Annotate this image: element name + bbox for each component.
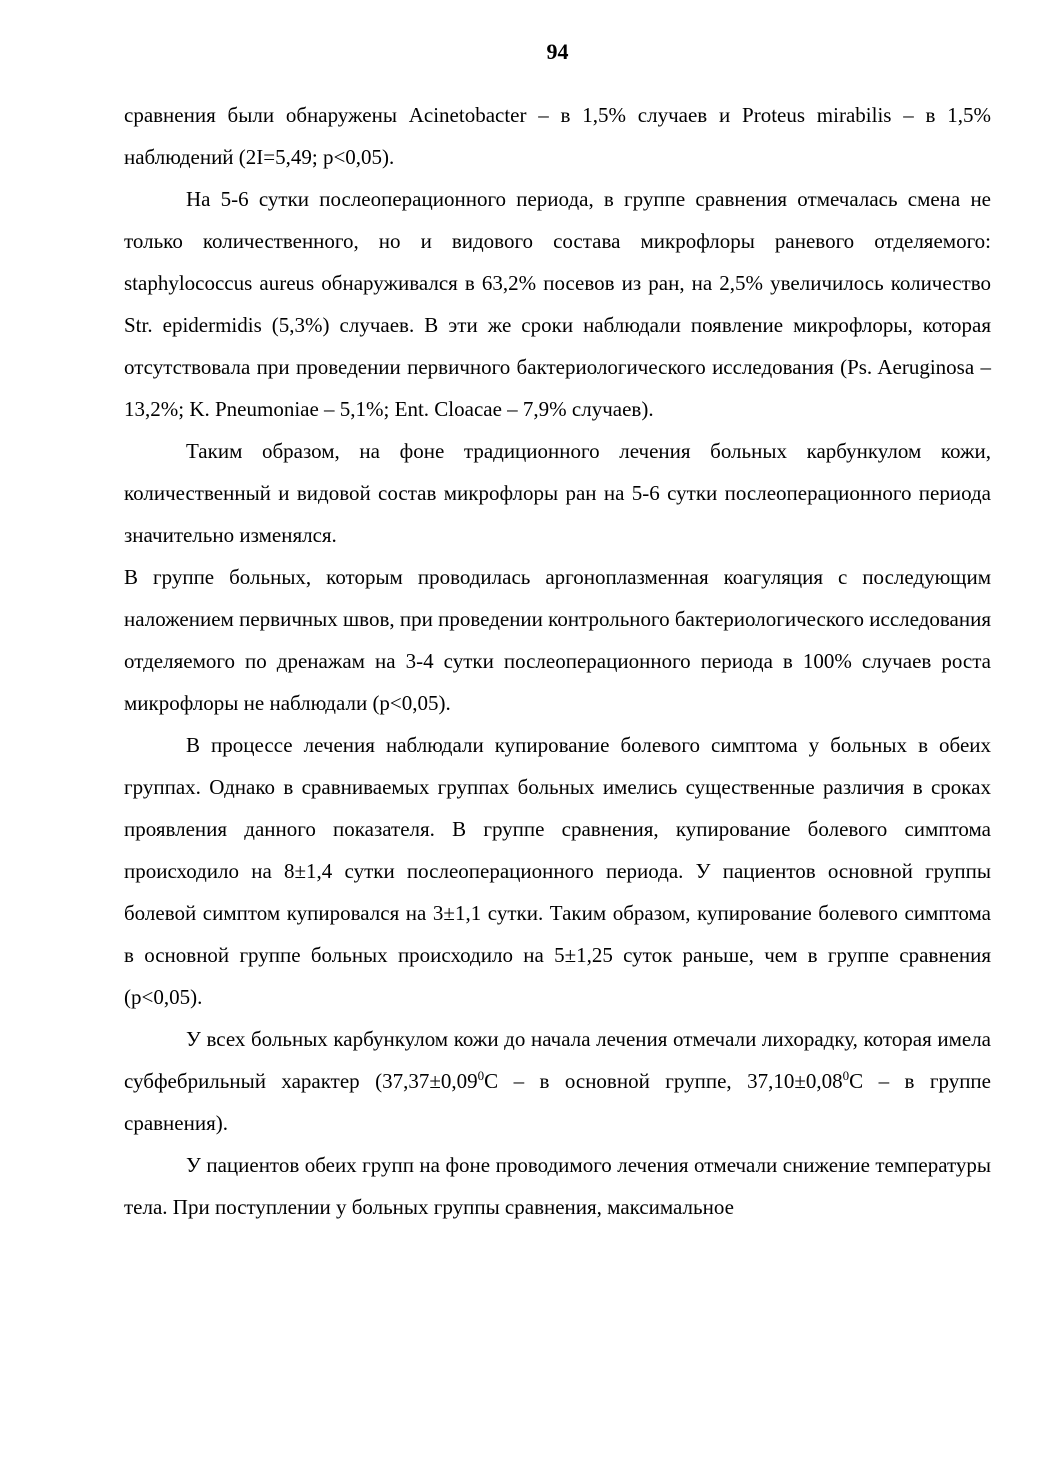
paragraph-4: В группе больных, которым проводилась аргоноплазменная коагуляция с последующим наложением первичных швов, при проведении контрольного бактериологического исследования отделяемого по дренажам на 3-4 сутки послеоперационного периода в 100% случаев роста микрофлоры не наблюдали (p<0,05). <box>124 565 991 715</box>
paragraph-6-text-1: У всех больных карбункулом кожи до начала лечения отмечали лихорадку, которая имела субфебрильный характер (37,37±0,09 <box>124 1027 991 1093</box>
paragraph-1: сравнения были обнаружены Acinetobacter – в 1,5% случаев и Proteus mirabilis – в 1,5% наблюдений (2I=5,49; p<0,05). <box>124 103 991 169</box>
body-text <box>124 94 991 1228</box>
degree-superscript-2: 0 <box>842 1068 850 1083</box>
paragraph-7: У пациентов обеих групп на фоне проводимого лечения отмечали снижение температуры тела. При поступлении у больных группы сравнения, максимальное <box>124 1153 991 1219</box>
paragraph-2: На 5-6 сутки послеоперационного периода, в группе сравнения отмечалась смена не только количественного, но и видового состава микрофлоры раневого отделяемого: staphylococcus aureus обнаруживался в 63,2% посевов из ран, на 2,5% увеличилось количество Str. epidermidis (5,3%) случаев. В эти же сроки наблюдали появление микрофлоры, которая отсутствовала при проведении первичного бактериологического исследования (Ps. Aeruginosa – 13,2%; K. Pneumoniae – 5,1%; Ent. Cloacae – 7,9% случаев). <box>124 187 991 421</box>
paragraph-6-text-3: С – в группе сравнения). <box>124 1069 991 1135</box>
paragraph-3: Таким образом, на фоне традиционного лечения больных карбункулом кожи, количественный и видовой состав микрофлоры ран на 5-6 сутки послеоперационного периода значительно изменялся. <box>124 439 991 547</box>
paragraph-6 <box>124 1018 991 1144</box>
paragraph-6-text-2: С – в основной группе, 37,10±0,08 <box>484 1069 843 1093</box>
page-number: 94 <box>546 39 569 64</box>
paragraph-5: В процессе лечения наблюдали купирование болевого симптома у больных в обеих группах. Однако в сравниваемых группах больных имелись существенные различия в сроках проявления данного показателя. В группе сравнения, купирование болевого симптома происходило на 8±1,4 сутки послеоперационного периода. У пациентов основной группы болевой симптом купировался на 3±1,1 сутки. Таким образом, купирование болевого симптома в основной группе больных происходило на 5±1,25 суток раньше, чем в группе сравнения (p<0,05). <box>124 733 991 1009</box>
degree-superscript-1: 0 <box>477 1068 485 1083</box>
